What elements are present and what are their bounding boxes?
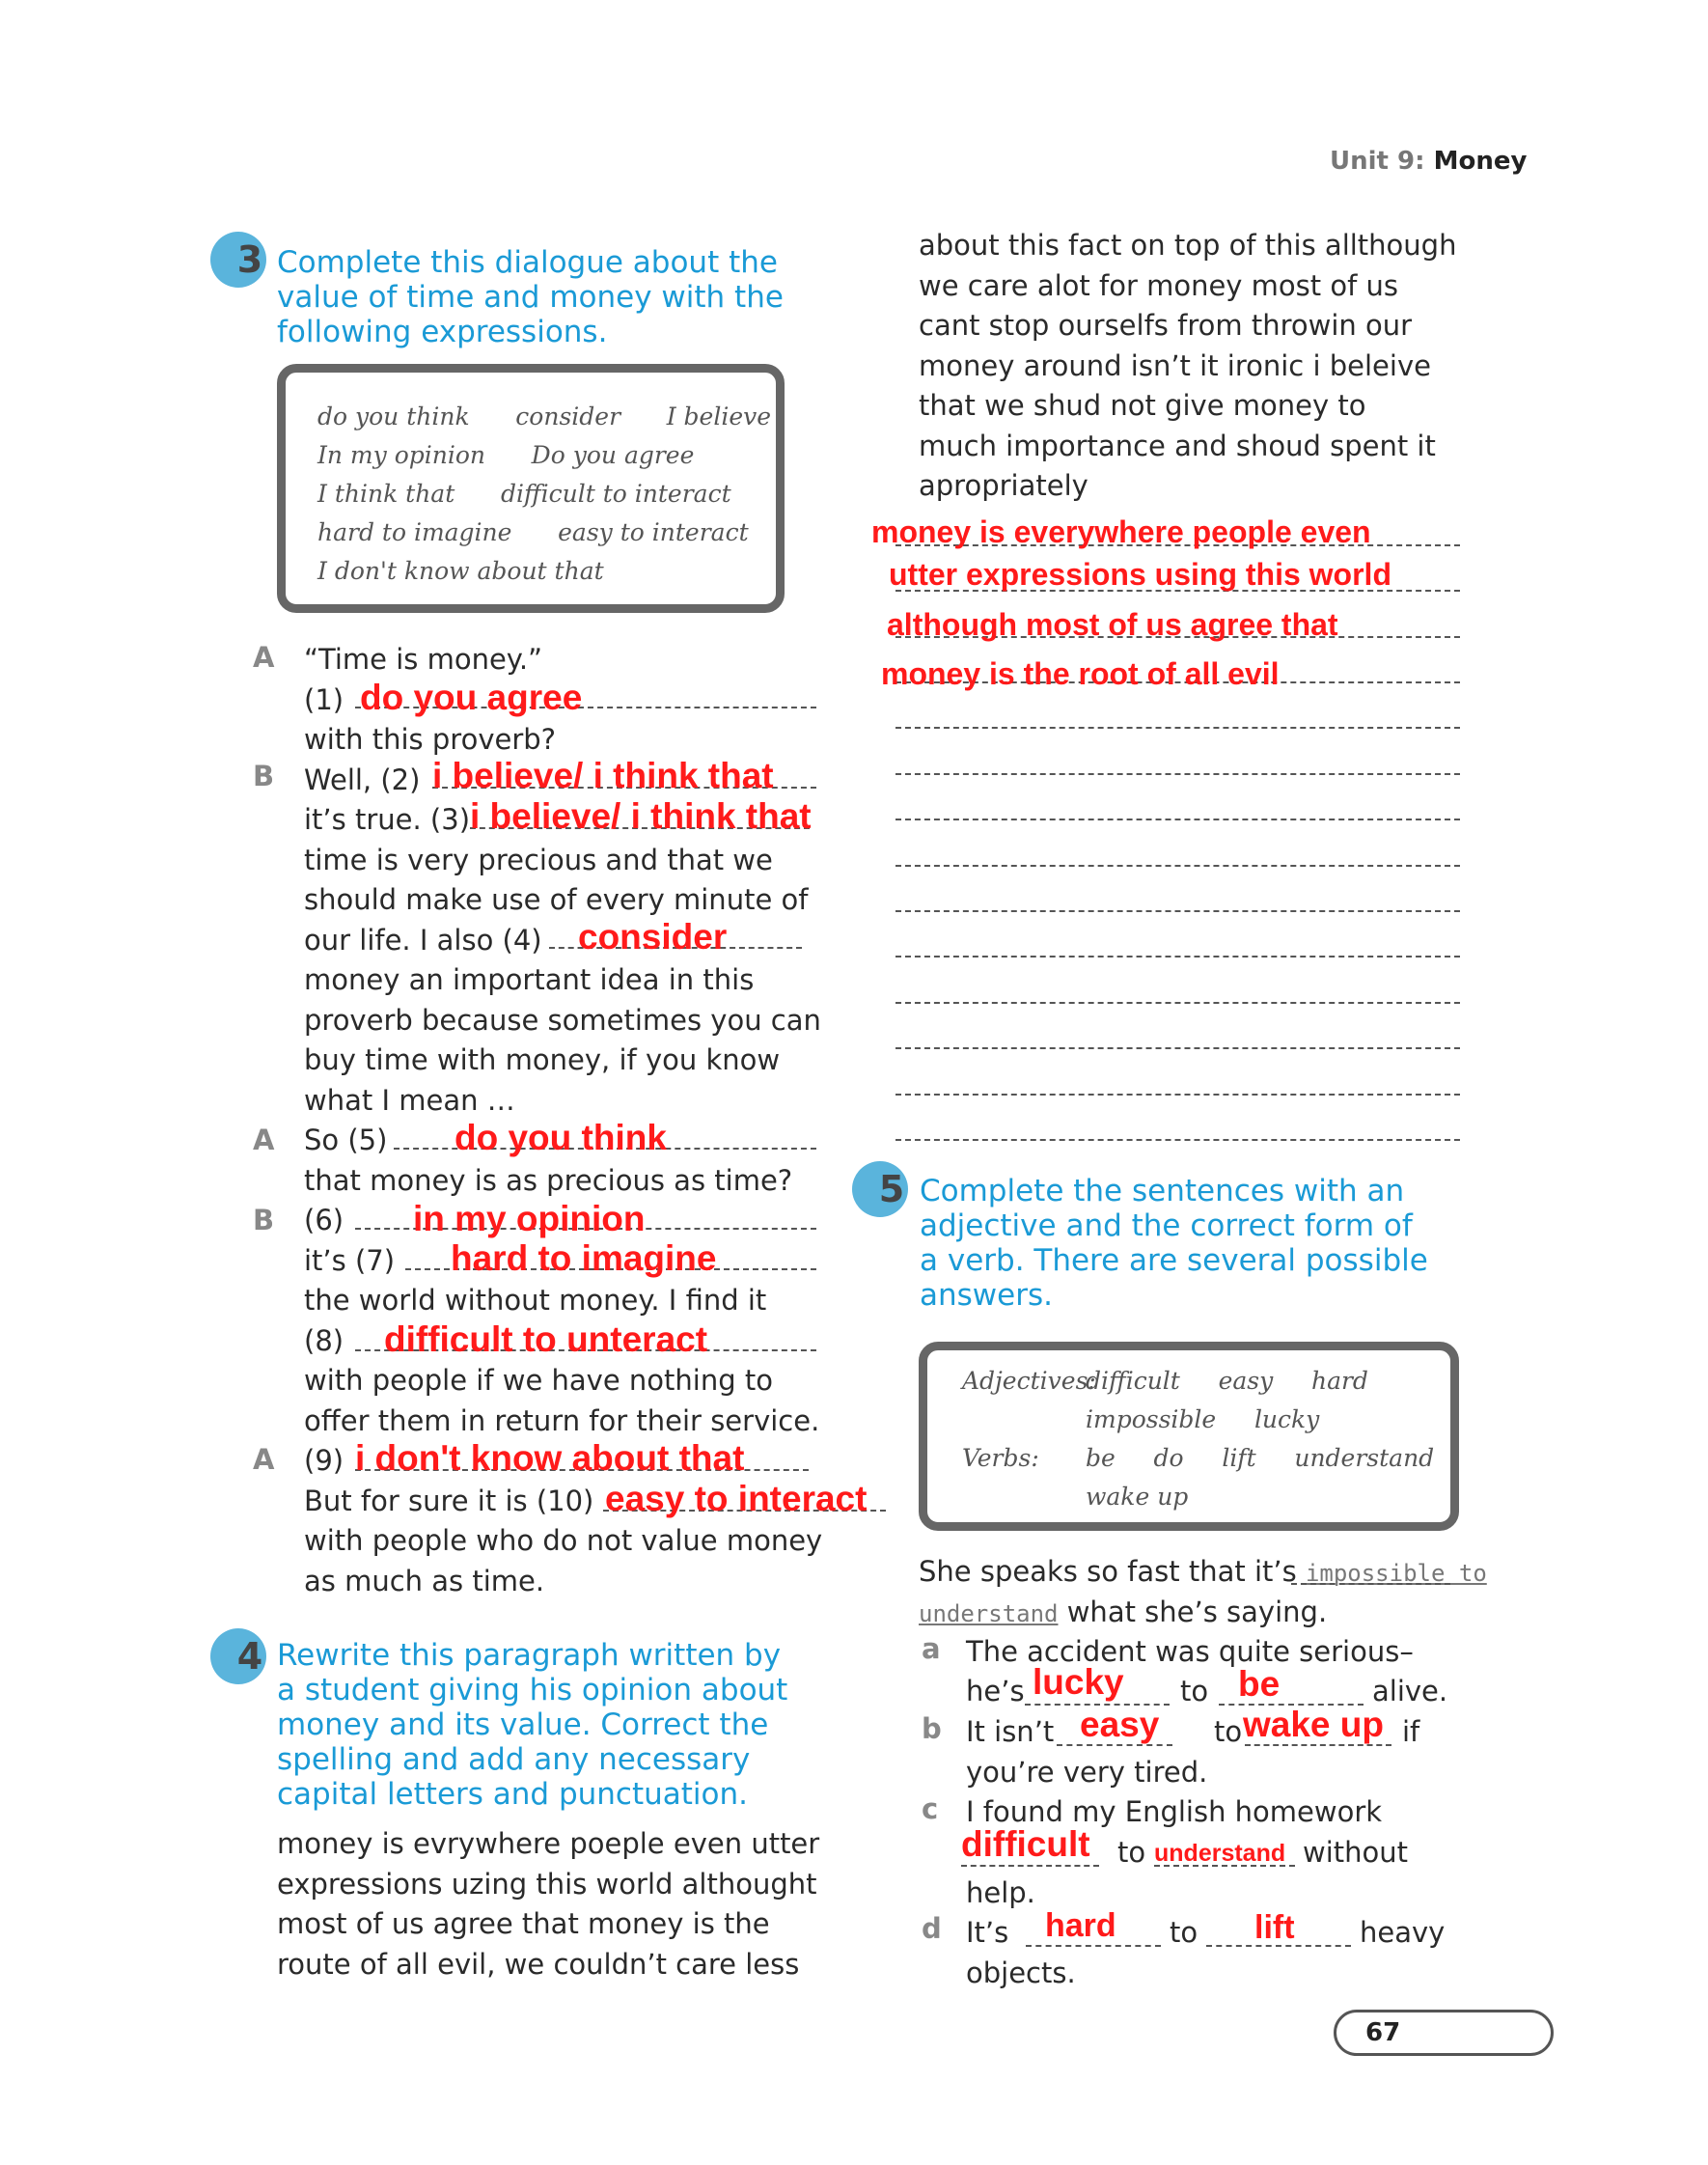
answer-b-verb: wake up (1243, 1705, 1384, 1744)
item-b-line-2: you’re very tired. (966, 1756, 1208, 1789)
rewrite-line (895, 865, 1460, 867)
answer-b-adjective: easy (1080, 1705, 1160, 1744)
answer-a-verb: be (1238, 1664, 1281, 1704)
item-d-suffix: heavy (1360, 1916, 1446, 1949)
example-line (1291, 1583, 1450, 1585)
answer-2: i believe/ i think that (432, 756, 774, 795)
answer-3: i believe/ i think that (470, 796, 812, 836)
answer-a-adjective: lucky (1033, 1662, 1124, 1702)
rewrite-line (895, 1094, 1460, 1096)
answer-d-adjective: hard (1045, 1907, 1116, 1944)
speaker-b: B (253, 1204, 275, 1236)
item-a-prefix: he’s (966, 1675, 1025, 1707)
item-c-letter: c (922, 1792, 939, 1825)
rewrite-line (895, 956, 1460, 958)
rewrite-answer-4: money is the root of all evil (881, 656, 1280, 691)
exercise-3-title: Complete this dialogue about the value of time and money with the following expressions. (277, 245, 784, 349)
dialogue: “Time is money.” (1) with this proverb? Well, (2) it’s true. (3) time is very precious and that we should make use of every minute of our life. I also (4) money an important idea in this proverb because sometimes you can buy time with money, if you know what I mean … So (5) that money is as precious as time? (6) it’s (7) the world without money. I find it (8) with people if we have nothing to offer them in return for their service. (9) But for sure it is (10) with people who do not value money as much as time. (304, 643, 823, 1597)
to-word: to (1180, 1675, 1209, 1707)
item-c-suffix: without (1303, 1836, 1409, 1869)
rewrite-line (895, 1047, 1460, 1049)
item-a-suffix: alive. (1372, 1675, 1448, 1707)
to-word: to (1117, 1836, 1146, 1869)
rewrite-line (895, 819, 1460, 820)
answer-c-adjective: difficult (961, 1824, 1090, 1864)
example-line-1: She speaks so fast that it’s impossible to (919, 1555, 1487, 1588)
item-c-line-3: help. (966, 1876, 1035, 1909)
item-c-line-1: I found my English homework (966, 1795, 1383, 1828)
item-a-line-1: The accident was quite serious– (966, 1635, 1414, 1668)
exercise-5-title: Complete the sentences with an adjective and the correct form of a verb. There are several possible answers. (920, 1174, 1428, 1313)
answer-line (1026, 1945, 1161, 1947)
to-word: to (1214, 1715, 1243, 1748)
to-word: to (1170, 1916, 1198, 1949)
rewrite-line (895, 727, 1460, 729)
item-b-suffix: if (1402, 1715, 1420, 1748)
expressions-box: do you think consider I believe In my opinion Do you agree I think that difficult to interact hard to imagine easy to interact I don't know about that (277, 364, 785, 613)
adjectives-verbs-box: Adjectives:difficult easy hard impossible lucky Verbs: be do lift understand wake up (919, 1342, 1459, 1531)
answer-line (961, 1865, 1099, 1867)
rewrite-line (895, 773, 1460, 775)
student-paragraph-part-2: about this fact on top of this allthough we care alot for money most of us cant stop ourselfs from throwin our money around isn’t it ironic i beleive that we shud not give money to much importance and shoud spent it apropriately (919, 229, 1457, 502)
answer-6: in my opinion (413, 1199, 646, 1238)
exercise-3-badge: 3 (210, 232, 266, 288)
speaker-a: A (253, 1124, 275, 1156)
student-paragraph-part-1: money is evrywhere poeple even utter expressions uzing this world althought most of us agree that money is the route of all evil, we couldn’t care less (277, 1827, 820, 1981)
item-b-prefix: It isn’t (966, 1715, 1055, 1748)
answer-d-verb: lift (1254, 1909, 1295, 1946)
answer-4: consider (578, 917, 728, 957)
exercise-4-badge: 4 (210, 1628, 266, 1684)
item-b-letter: b (922, 1712, 942, 1745)
answer-7: hard to imagine (451, 1238, 717, 1278)
answer-8: difficult to unteract (384, 1319, 708, 1359)
item-d-prefix: It’s (966, 1916, 1009, 1949)
rewrite-line (895, 1002, 1460, 1004)
rewrite-line (895, 910, 1460, 912)
speaker-b: B (253, 760, 275, 792)
rewrite-answer-3: although most of us agree that (887, 607, 1338, 642)
unit-label: Unit 9: (1330, 147, 1425, 176)
exercise-5-badge: 5 (852, 1161, 908, 1217)
unit-topic: Money (1433, 147, 1528, 176)
answer-1: do you agree (360, 678, 583, 717)
item-a-letter: a (922, 1632, 941, 1665)
rewrite-answer-1: money is everywhere people even (871, 514, 1371, 549)
speaker-a: A (253, 641, 275, 674)
speaker-a: A (253, 1443, 275, 1476)
unit-header (1330, 147, 1527, 176)
page-number: 67 (1365, 2018, 1401, 2047)
exercise-4-title: Rewrite this paragraph written by a student giving his opinion about money and its value. Correct the spelling and add any necessary capital letters and punctuation. (277, 1638, 788, 1812)
rewrite-answer-2: utter expressions using this world (889, 557, 1391, 592)
answer-5: do you think (455, 1118, 667, 1157)
item-d-letter: d (922, 1912, 942, 1945)
answer-10: easy to interact (605, 1479, 868, 1518)
answer-c-verb: understand (1154, 1840, 1286, 1867)
page-number-tab (1334, 2010, 1554, 2056)
item-d-line-2: objects. (966, 1957, 1076, 1989)
answer-9: i don't know about that (355, 1438, 745, 1478)
example-line-2: understand what she’s saying. (919, 1596, 1328, 1628)
rewrite-line (895, 1139, 1460, 1141)
